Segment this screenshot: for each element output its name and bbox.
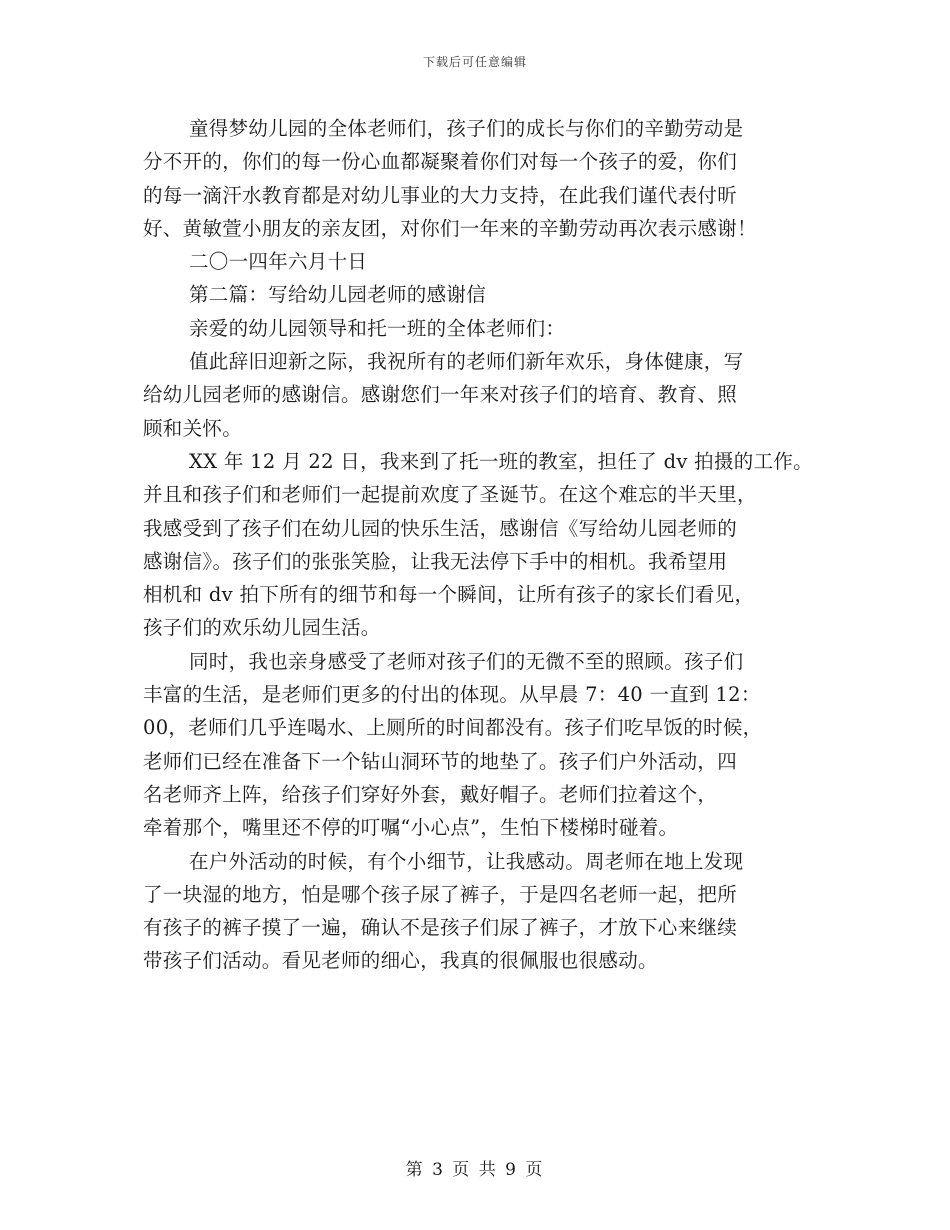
- paragraph-line: 的每一滴汗水教育都是对幼儿事业的大力支持，在此我们谨代表付昕: [143, 183, 738, 207]
- paragraph-line: 有孩子的裤子摸了一遍，确认不是孩子们尿了裤子，才放下心来继续: [143, 916, 738, 940]
- paragraph-line: 名老师齐上阵，给孩子们穿好外套，戴好帽子。老师们拉着这个，: [143, 782, 718, 806]
- paragraph-line: 老师们已经在准备下一个钻山洞环节的地垫了。孩子们户外活动，四: [143, 749, 738, 773]
- paragraph-line: 同时，我也亲身感受了老师对孩子们的无微不至的照顾。孩子们: [189, 649, 744, 673]
- paragraph-line: 顾和关怀。: [143, 416, 243, 440]
- document-body: [143, 112, 813, 978]
- paragraph-line: 相机和 dv 拍下所有的细节和每一个瞬间，让所有孩子的家长们看见，: [143, 583, 755, 607]
- paragraph-line: 带孩子们活动。看见老师的细心，我真的很佩服也很感动。: [143, 949, 658, 973]
- section-title: 第二篇：写给幼儿园老师的感谢信: [189, 283, 487, 307]
- paragraph-line: 感谢信》。孩子们的张张笑脸，让我无法停下手中的相机。我希望用: [143, 549, 728, 573]
- paragraph-line: 好、黄敏萱小朋友的亲友团，对你们一年来的辛勤劳动再次表示感谢！: [143, 216, 757, 240]
- paragraph-line: 童得梦幼儿园的全体老师们，孩子们的成长与你们的辛勤劳动是: [189, 117, 744, 140]
- paragraph-line: 在户外活动的时候，有个小细节，让我感动。周老师在地上发现: [189, 849, 744, 873]
- paragraph-line: 了一块湿的地方，怕是哪个孩子尿了裤子，于是四名老师一起，把所: [143, 882, 738, 906]
- salutation: 亲爱的幼儿园领导和托一班的全体老师们：: [189, 316, 566, 340]
- paragraph-line: 孩子们的欢乐幼儿园生活。: [143, 616, 381, 640]
- header-note: 下载后可任意编辑: [422, 55, 527, 69]
- paragraph-line: 值此辞旧迎新之际，我祝所有的老师们新年欢乐，身体健康，写: [189, 350, 744, 374]
- paragraph-line: XX 年 12 月 22 日，我来到了托一班的教室，担任了 dv 拍摄的工作。: [189, 449, 813, 473]
- paragraph-line: 00，老师们几乎连喝水、上厕所的时间都没有。孩子们吃早饭的时候，: [143, 716, 763, 740]
- date-line: 二〇一四年六月十日: [189, 250, 368, 274]
- page-number: 第 3 页 共 9 页: [405, 1160, 545, 1180]
- paragraph-line: 分不开的，你们的每一份心血都凝聚着你们对每一个孩子的爱，你们: [143, 150, 738, 174]
- paragraph-line: 丰富的生活，是老师们更多的付出的体现。从早晨 7：40 一直到 12：: [143, 683, 761, 707]
- paragraph-line: 并且和孩子们和老师们一起提前欢度了圣诞节。在这个难忘的半天里，: [143, 483, 757, 507]
- paragraph-line: 给幼儿园老师的感谢信。感谢您们一年来对孩子们的培育、教育、照: [143, 383, 738, 407]
- paragraph-line: 我感受到了孩子们在幼儿园的快乐生活，感谢信《写给幼儿园老师的: [143, 516, 738, 540]
- paragraph-line: 牵着那个，嘴里还不停的叮嘱“小心点”，生怕下楼梯时碰着。: [143, 816, 679, 840]
